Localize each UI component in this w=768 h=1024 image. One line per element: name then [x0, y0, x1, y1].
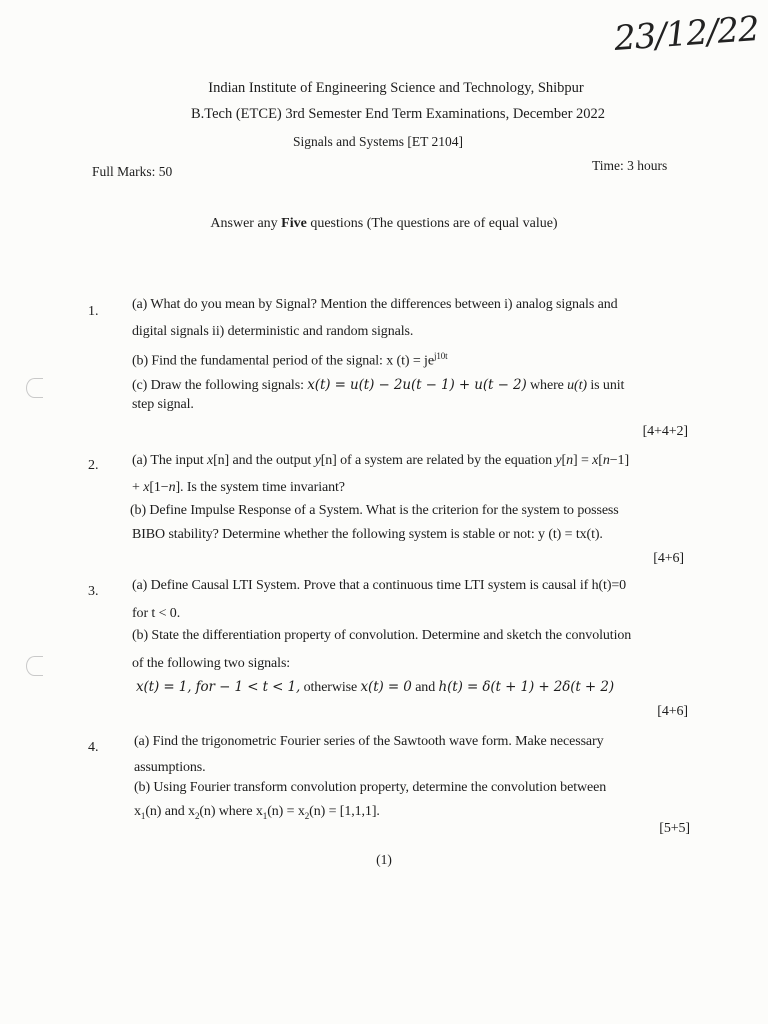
question-1-marks: [4+4+2]	[642, 424, 688, 439]
institute-name: Indian Institute of Engineering Science and Technology, Shibpur	[208, 80, 584, 96]
punch-hole-mark	[26, 378, 43, 398]
question-1c-line-2: step signal.	[132, 397, 194, 412]
question-4a-line-1: (a) Find the trigonometric Fourier series of the Sawtooth wave form. Make necessary	[134, 734, 604, 749]
question-2-marks: [4+6]	[653, 551, 684, 566]
question-2b-line-2: BIBO stability? Determine whether the following system is stable or not: y (t) = tx(t).	[132, 527, 603, 542]
question-2b-line-1: (b) Define Impulse Response of a System. What is the criterion for the system to possess	[130, 503, 619, 518]
question-1b: (b) Find the fundamental period of the signal: x $(t) = je^{j10t}$	[132, 351, 448, 369]
full-marks: Full Marks: 50	[92, 164, 173, 179]
question-3a-line-1: (a) Define Causal LTI System. Prove that a continuous time LTI system is causal if h(t)=0	[132, 578, 627, 593]
question-3-marks: [4+6]	[657, 704, 688, 719]
question-1c-line-1: (c) Draw the following signals: x(t) = u(t) − 2u(t − 1) + u(t − 2) where u(t) is unit	[132, 377, 625, 393]
question-2a-line-1: (a) The input x[n] and the output y[n] of a system are related by the equation y[n] = x[n−1]	[132, 453, 630, 468]
question-number: 4.	[88, 740, 99, 755]
exam-time: Time: 3 hours	[592, 158, 668, 173]
question-3b-equation: x(t) = 1, for − 1 < t < 1, otherwise x(t) = 0 and h(t) = δ(t + 1) + 2δ(t + 2)	[136, 679, 614, 695]
instruction: Answer any Five questions (The questions are of equal value)	[210, 216, 558, 231]
question-number: 3.	[88, 584, 99, 599]
page-number: (1)	[376, 852, 392, 867]
question-4-marks: [5+5]	[659, 821, 690, 836]
question-3a-line-2: for t < 0.	[132, 606, 181, 621]
question-number: 2.	[88, 458, 99, 473]
question-3b-line-2: of the following two signals:	[132, 656, 291, 671]
question-4a-line-2: assumptions.	[134, 760, 206, 775]
punch-hole-mark	[26, 656, 43, 676]
question-2a-line-2: + x[1−n]. Is the system time invariant?	[132, 480, 345, 495]
handwritten-date: 23/12/22	[612, 9, 760, 59]
subject-title: Signals and Systems [ET 2104]	[293, 134, 463, 149]
question-4b-line-2: $x_1(n)$ and $x_2(n)$ where $x_1(n) = x_2(n) = [1,1,1]$.	[134, 804, 380, 821]
question-4b-line-1: (b) Using Fourier transform convolution property, determine the convolution between	[134, 780, 607, 795]
question-number: 1.	[88, 304, 99, 319]
exam-title: B.Tech (ETCE) 3rd Semester End Term Examinations, December 2022	[190, 106, 606, 122]
question-1a-line-2: digital signals ii) deterministic and random signals.	[132, 324, 414, 339]
question-3b-line-1: (b) State the differentiation property of convolution. Determine and sketch the convolution	[132, 628, 632, 643]
question-1a-line-1: (a) What do you mean by Signal? Mention the differences between i) analog signals and	[132, 297, 618, 312]
